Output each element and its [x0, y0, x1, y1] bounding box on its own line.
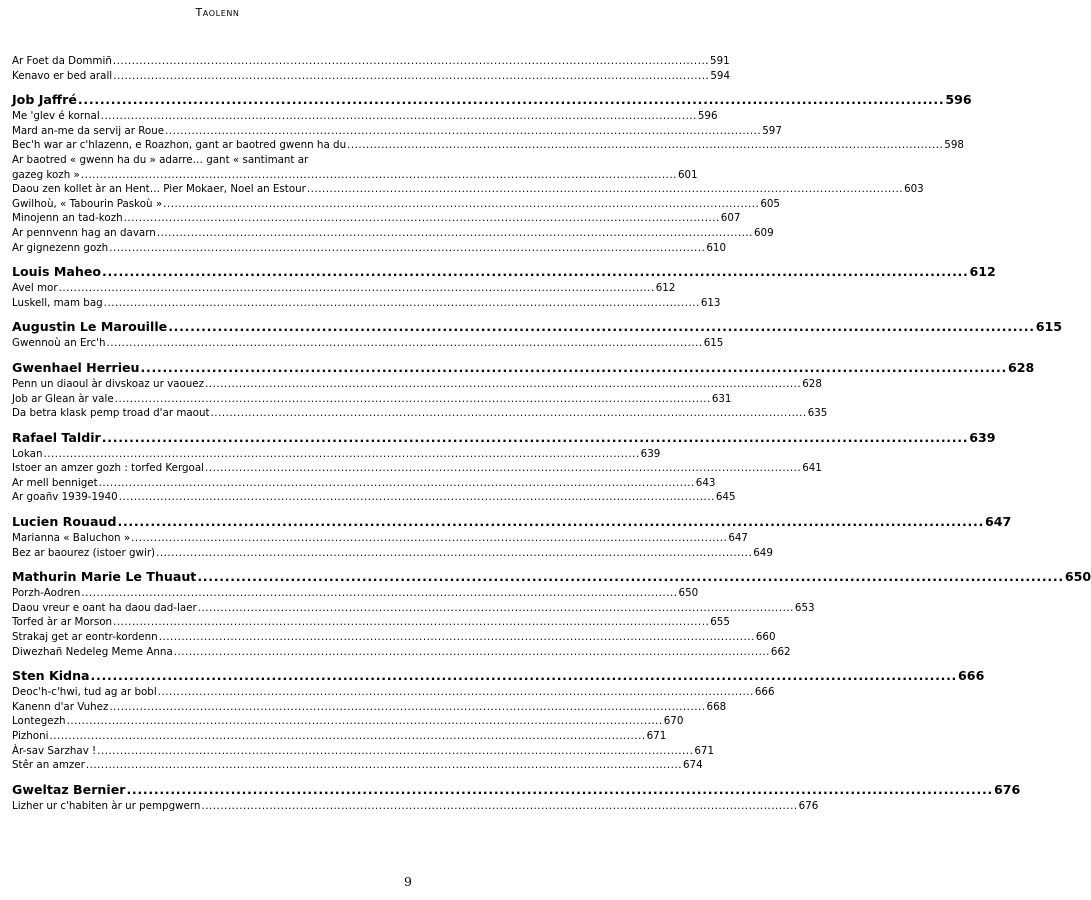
toc-entry[interactable]: [12, 138, 964, 153]
toc-entry[interactable]: [12, 461, 822, 476]
page-ref: 635: [807, 407, 828, 420]
entry-title: Stêr an amzer: [12, 759, 85, 772]
page-ref: 594: [710, 69, 730, 82]
page-ref: 598: [944, 139, 964, 152]
page-ref: 641: [802, 462, 822, 475]
entry-title: Gwilhoù, « Tabourin Paskoù »: [12, 197, 163, 210]
entry-title: Daou zen kollet àr an Hent… Pier Mokaer, Noel an Estour: [12, 183, 306, 196]
toc-entry[interactable]: [12, 241, 726, 256]
toc-entry-wrapped[interactable]: Ar baotred « gwenn ha du » adarre… gant « santimant ar: [12, 153, 309, 166]
dot-leader: [91, 667, 958, 684]
toc-entry[interactable]: [12, 281, 676, 296]
entry-title: Kenavo er bed arall: [12, 69, 113, 82]
page-ref: 660: [755, 631, 776, 644]
entry-title: Me 'glev é kornal: [12, 110, 100, 123]
toc-entry[interactable]: [12, 601, 815, 616]
dot-leader: [104, 296, 700, 311]
page-ref: 668: [706, 700, 727, 713]
page-ref: 674: [683, 759, 703, 772]
entry-title: Àr-sav Sarzhav !: [12, 744, 97, 757]
page-ref: 613: [700, 296, 721, 309]
entry-title: Kanenn d'ar Vuhez: [12, 700, 109, 713]
dot-leader: [163, 197, 759, 212]
author-name: Rafael Taldir: [12, 429, 101, 445]
toc-entry[interactable]: [12, 630, 776, 645]
table-of-contents: [12, 54, 1091, 821]
page-ref: 601: [677, 168, 698, 181]
author-heading[interactable]: [12, 667, 985, 684]
author-heading[interactable]: [12, 781, 1021, 798]
page-ref: 639: [640, 447, 661, 460]
toc-entry[interactable]: [12, 685, 775, 700]
toc-section: [12, 429, 996, 505]
toc-entry[interactable]: [12, 69, 730, 84]
toc-entry[interactable]: [12, 546, 773, 561]
dot-leader: [197, 568, 1064, 585]
dot-leader: [81, 586, 677, 601]
page-ref: 676: [993, 781, 1021, 797]
toc-entry[interactable]: [12, 615, 730, 630]
toc-entry[interactable]: [12, 447, 661, 462]
entry-title: Torfed àr ar Morson: [12, 616, 113, 629]
page-ref: 639: [969, 429, 996, 445]
page-ref: 631: [711, 392, 732, 405]
page-ref: 666: [958, 668, 985, 684]
entry-title: Da betra klask pemp troad d'ar maout: [12, 407, 210, 420]
dot-leader: [307, 182, 903, 197]
toc-section: [12, 568, 1091, 659]
entry-title: Ar mell benniget: [12, 476, 98, 489]
entry-title: Lizher ur c'habiten àr ur pempgwern: [12, 799, 201, 812]
page-ref: 612: [969, 264, 996, 280]
page-ref: 596: [945, 92, 972, 108]
toc-section: [12, 359, 1035, 421]
toc-entry[interactable]: [12, 296, 721, 311]
dot-leader: [168, 318, 1035, 335]
entry-title: Lontegezh: [12, 715, 66, 728]
toc-entry[interactable]: [12, 700, 727, 715]
toc-entry[interactable]: [12, 476, 716, 491]
dot-leader: [158, 685, 754, 700]
toc-entry[interactable]: [12, 714, 684, 729]
dot-leader: [159, 630, 755, 645]
toc-entry[interactable]: [12, 490, 736, 505]
dot-leader: [102, 429, 969, 446]
author-name: Lucien Rouaud: [12, 514, 117, 530]
entry-title: Mard an-me da servij ar Roue: [12, 124, 165, 137]
page-ref: 605: [760, 197, 780, 210]
author-name: Job Jaffré: [12, 92, 77, 108]
toc-entry[interactable]: [12, 758, 703, 773]
author-name: Augustin Le Marouille: [12, 319, 168, 335]
toc-section: [12, 54, 730, 83]
toc-entry[interactable]: [12, 799, 819, 814]
page-ref: 650: [678, 587, 699, 600]
toc-entry[interactable]: [12, 392, 732, 407]
page-ref: 670: [663, 715, 684, 728]
entry-title: Porzh-Aodren: [12, 587, 81, 600]
dot-leader: [43, 447, 639, 462]
toc-entry[interactable]: [12, 124, 782, 139]
toc-entry[interactable]: [12, 226, 774, 241]
dot-leader: [347, 138, 943, 153]
page-ref: 591: [710, 55, 730, 67]
page-ref: 628: [802, 377, 822, 390]
entry-title: Penn un diaoul àr divskoaz ur vaouez: [12, 377, 205, 390]
author-heading[interactable]: [12, 263, 996, 280]
page-ref: 676: [798, 799, 819, 812]
entry-title: Strakaj get ar eontr-kordenn: [12, 631, 158, 644]
toc-section: [12, 781, 1021, 814]
dot-leader: [117, 513, 984, 530]
page-ref: 615: [1035, 319, 1062, 335]
entry-title: Bec'h war ar c'hlazenn, e Roazhon, gant ar baotred gwenn ha du: [12, 139, 347, 152]
page-ref: 597: [762, 124, 782, 137]
toc-entry[interactable]: [12, 586, 699, 601]
toc-entry[interactable]: [12, 336, 724, 351]
dot-leader: [109, 241, 705, 256]
dot-leader: [205, 461, 801, 476]
dot-leader: [59, 281, 655, 296]
page-ref: 666: [754, 686, 775, 699]
page-ref: 610: [706, 241, 726, 254]
entry-title: Job ar Glean àr vale: [12, 392, 114, 405]
dot-leader: [126, 781, 993, 798]
entry-title: Luskell, mam bag: [12, 296, 103, 309]
dot-leader: [165, 124, 761, 139]
dot-leader: [107, 336, 703, 351]
entry-title: Istoer an amzer gozh : torfed Kergoal: [12, 462, 205, 475]
page-ref: 647: [984, 514, 1012, 530]
toc-section: [12, 513, 1012, 560]
dot-leader: [99, 476, 695, 491]
dot-leader: [86, 758, 682, 773]
dot-leader: [101, 109, 697, 124]
dot-leader: [113, 69, 709, 84]
toc-entry[interactable]: [12, 406, 828, 421]
toc-entry[interactable]: [12, 211, 741, 226]
dot-leader: [131, 531, 727, 546]
entry-title: Ar goañv 1939-1940: [12, 491, 118, 504]
toc-entry[interactable]: [12, 531, 748, 546]
page-ref: 650: [1064, 569, 1091, 585]
author-name: Gwenhael Herrieu: [12, 359, 140, 375]
page-ref: 628: [1008, 359, 1035, 375]
page-ref: 655: [710, 616, 730, 629]
page-ref: 615: [703, 337, 724, 350]
entry-title: Ar Foet da Dommiñ: [12, 55, 112, 67]
entry-title: Pizhoni: [12, 730, 49, 742]
dot-leader: [119, 490, 715, 505]
author-heading[interactable]: [12, 429, 996, 446]
dot-leader: [124, 211, 720, 226]
toc-section: [12, 318, 1062, 351]
dot-leader: [211, 406, 807, 421]
entry-title: Gwennoù an Erc'h: [12, 337, 106, 350]
page-ref: 643: [695, 476, 716, 489]
entry-title: Ar gignezenn gozh: [12, 241, 109, 254]
page-ref: 603: [904, 183, 924, 196]
dot-leader: [113, 615, 709, 630]
toc-section: [12, 263, 996, 310]
dot-leader: [97, 744, 693, 759]
toc-entry[interactable]: [12, 377, 822, 392]
entry-title: Bez ar baourez (istoer gwir): [12, 546, 156, 559]
dot-leader: [198, 601, 794, 616]
author-heading[interactable]: [12, 359, 1035, 376]
dot-leader: [109, 700, 705, 715]
entry-title: Diwezhañ Nedeleg Meme Anna: [12, 645, 173, 658]
toc-entry[interactable]: [12, 197, 780, 212]
toc-entry[interactable]: [12, 744, 715, 759]
dot-leader: [156, 546, 752, 561]
toc-entry[interactable]: [12, 645, 791, 660]
dot-leader: [141, 359, 1008, 376]
page-ref: 645: [715, 491, 736, 504]
entry-title: Marianna « Baluchon »: [12, 532, 131, 545]
toc-entry[interactable]: [12, 54, 730, 69]
toc-entry[interactable]: [12, 109, 718, 124]
page-ref: 649: [753, 546, 773, 559]
author-heading[interactable]: [12, 318, 1062, 335]
dot-leader: [78, 91, 945, 108]
toc-section: [12, 91, 972, 255]
author-name: Louis Maheo: [12, 264, 102, 280]
dot-leader: [102, 263, 969, 280]
entry-title: Deoc'h-c'hwi, tud ag ar bobl: [12, 686, 157, 699]
entry-title: Minojenn an tad-kozh: [12, 212, 123, 225]
page-ref: 612: [655, 282, 676, 295]
author-heading[interactable]: [12, 91, 972, 108]
dot-leader: [201, 799, 797, 814]
entry-title: Avel mor: [12, 282, 58, 295]
dot-leader: [113, 54, 709, 69]
dot-leader: [67, 714, 663, 729]
author-name: Sten Kidna: [12, 668, 90, 684]
entry-title: gazeg kozh »: [12, 168, 80, 181]
dot-leader: [49, 729, 645, 744]
page-ref: 671: [646, 730, 667, 742]
author-name: Gweltaz Bernier: [12, 781, 126, 797]
toc-section: [12, 667, 985, 773]
entry-title: Lokan: [12, 447, 43, 460]
running-header: Taolenn: [195, 6, 240, 19]
dot-leader: [157, 226, 753, 241]
entry-title: Daou vreur e oant ha daou dad-laer: [12, 601, 197, 614]
dot-leader: [115, 392, 711, 407]
author-name: Mathurin Marie Le Thuaut: [12, 569, 197, 585]
page-ref: 607: [720, 212, 741, 225]
page-ref: 647: [728, 532, 748, 545]
entry-title: Ar pennvenn hag an davarn: [12, 226, 156, 239]
page-ref: 662: [770, 645, 791, 658]
toc-entry[interactable]: [12, 182, 924, 197]
page-number: 9: [404, 874, 412, 889]
page-ref: 609: [753, 226, 774, 239]
dot-leader: [205, 377, 801, 392]
page-ref: 596: [697, 110, 718, 123]
dot-leader: [81, 168, 677, 183]
toc-entry[interactable]: [12, 168, 698, 183]
toc-entry[interactable]: [12, 729, 667, 744]
author-heading[interactable]: [12, 568, 1091, 585]
page-ref: 671: [694, 744, 715, 757]
author-heading[interactable]: [12, 513, 1012, 530]
dot-leader: [174, 645, 770, 660]
page-ref: 653: [794, 601, 815, 614]
